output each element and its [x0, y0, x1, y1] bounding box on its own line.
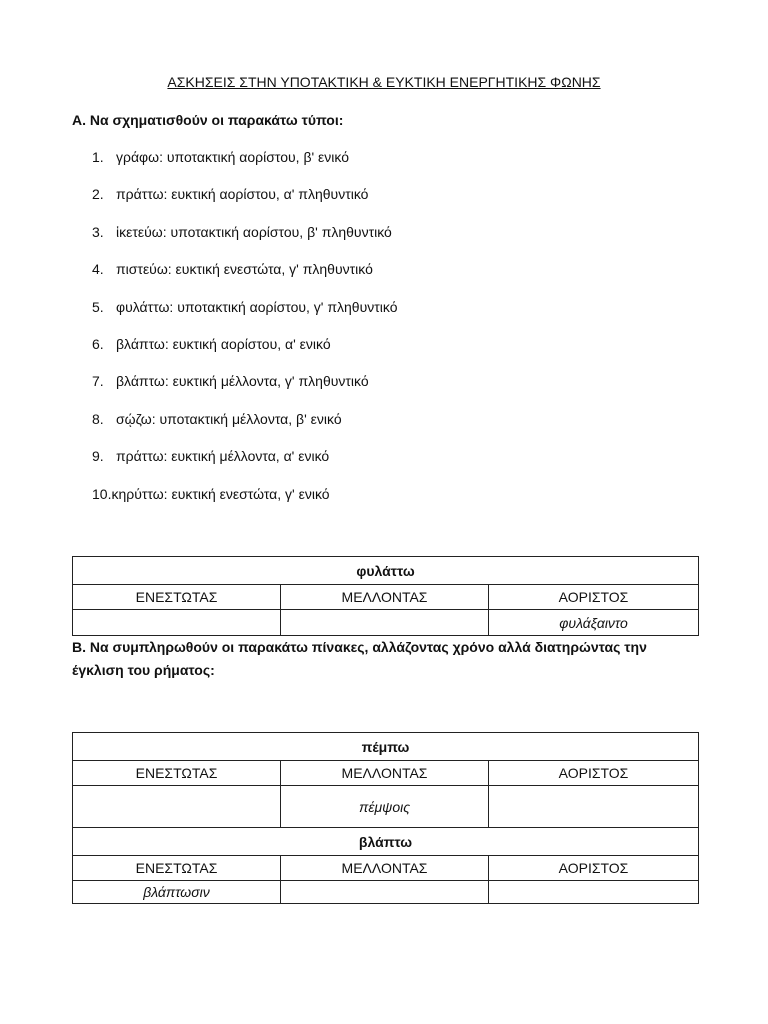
list-item	[92, 483, 398, 520]
item-number: 2.	[92, 186, 104, 203]
header-future: ΜΕΛΛΟΝΤΑΣ	[281, 761, 489, 786]
item-number: 3.	[92, 223, 104, 240]
answer-cell-present[interactable]	[73, 786, 281, 828]
answer-cell-future[interactable]	[281, 610, 489, 636]
header-aorist: ΑΟΡΙΣΤΟΣ	[489, 761, 699, 786]
item-text: βλάπτω: ευκτική αορίστου, α' ενικό	[116, 335, 331, 352]
section-a-heading: Α. Να σχηματισθούν οι παρακάτω τύποι:	[72, 112, 344, 128]
header-future: ΜΕΛΛΟΝΤΑΣ	[281, 856, 489, 881]
given-form-aorist: φυλάξαιντο	[489, 610, 699, 636]
answer-cell-aorist[interactable]	[489, 786, 699, 828]
list-item	[92, 445, 398, 482]
verb-title: φυλάττω	[73, 557, 699, 585]
given-form-future: πέμψοις	[281, 786, 489, 828]
answer-cell-aorist[interactable]	[489, 881, 699, 904]
verb-title: βλάπτω	[73, 828, 699, 856]
list-item	[92, 221, 398, 258]
item-text: ἱκετεύω: υποτακτική αορίστου, β' πληθυντικό	[116, 223, 392, 240]
answer-cell-present[interactable]	[73, 610, 281, 636]
item-text: πράττω: ευκτική αορίστου, α' πληθυντικό	[116, 186, 369, 203]
header-aorist: ΑΟΡΙΣΤΟΣ	[489, 585, 699, 610]
item-number: 9.	[92, 448, 104, 465]
list-item	[92, 183, 398, 220]
item-number: 4.	[92, 261, 104, 278]
item-text: φυλάττω: υποτακτική αορίστου, γ' πληθυντικό	[116, 298, 398, 315]
answer-cell-future[interactable]	[281, 881, 489, 904]
list-item	[92, 146, 398, 183]
item-text: σῴζω: υποτακτική μέλλοντα, β' ενικό	[116, 410, 342, 427]
item-text: κηρύττω: ευκτική ενεστώτα, γ' ενικό	[111, 485, 330, 502]
section-b-heading: Β. Να συμπληρωθούν οι παρακάτω πίνακες, αλλάζοντας χρόνο αλλά διατηρώντας την έγκλιση του ρήματος:	[72, 639, 647, 678]
item-text: πιστεύω: ευκτική ενεστώτα, γ' πληθυντικό	[116, 261, 373, 278]
header-present: ΕΝΕΣΤΩΤΑΣ	[73, 856, 281, 881]
list-item	[92, 258, 398, 295]
list-item	[92, 408, 398, 445]
item-text: γράφω: υποτακτική αορίστου, β' ενικό	[116, 149, 350, 165]
list-item	[92, 370, 398, 407]
verb-table-pempo-vlapto	[72, 732, 699, 904]
verb-table-fylatto	[72, 556, 699, 636]
item-number: 6.	[92, 335, 104, 352]
header-present: ΕΝΕΣΤΩΤΑΣ	[73, 761, 281, 786]
list-item	[92, 333, 398, 370]
verb-title: πέμπω	[73, 733, 699, 761]
item-number: 7.	[92, 373, 104, 390]
item-number: 5.	[92, 298, 104, 315]
list-item	[92, 296, 398, 333]
exercise-list	[92, 146, 398, 520]
given-form-present: βλάπτωσιν	[73, 881, 281, 904]
item-number: 1.	[92, 149, 104, 165]
header-future: ΜΕΛΛΟΝΤΑΣ	[281, 585, 489, 610]
page-title: ΑΣΚΗΣΕΙΣ ΣΤΗΝ ΥΠΟΤΑΚΤΙΚΗ & ΕΥΚΤΙΚΗ ΕΝΕΡΓΗΤΙΚΗΣ ΦΩΝΗΣ	[167, 74, 601, 90]
item-text: πράττω: ευκτική μέλλοντα, α' ενικό	[116, 448, 330, 465]
header-aorist: ΑΟΡΙΣΤΟΣ	[489, 856, 699, 881]
item-text: βλάπτω: ευκτική μέλλοντα, γ' πληθυντικό	[116, 373, 369, 390]
header-present: ΕΝΕΣΤΩΤΑΣ	[73, 585, 281, 610]
item-number: 8.	[92, 410, 104, 427]
item-number: 10.	[92, 485, 112, 502]
